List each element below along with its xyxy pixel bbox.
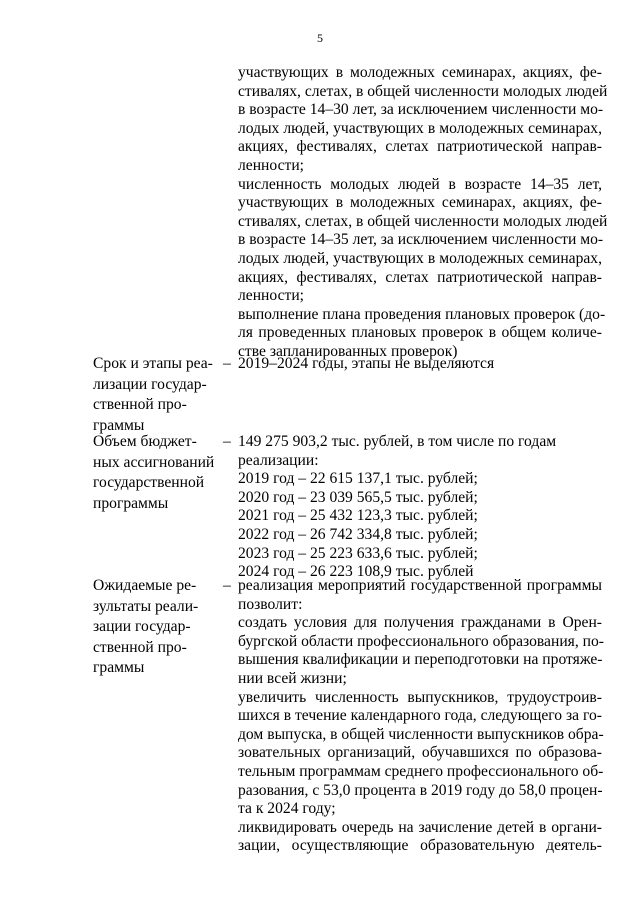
row-value-line: тельным программам среднего профессионального об- bbox=[238, 763, 604, 780]
row-label-line: зации государ- bbox=[93, 618, 191, 635]
row-value-line: разования, с 53,0 процента в 2019 году до 58,0 процен- bbox=[238, 781, 603, 799]
continuation-line: ля проведенных плановых проверок в общем количе- bbox=[238, 324, 602, 342]
row-value-line: вышения квалификации и переподготовки на протяже- bbox=[238, 651, 603, 669]
row-dash: – bbox=[223, 433, 231, 450]
row-value-line: 2019–2024 годы, этапы не выделяются bbox=[238, 355, 495, 372]
row-value-line: та к 2024 году; bbox=[238, 800, 336, 818]
continuation-line: стве запланированных проверок) bbox=[238, 343, 458, 360]
continuation-line: акциях, фестивалях, слетах патриотической направ- bbox=[238, 138, 602, 156]
row-label-line: граммы bbox=[93, 416, 145, 434]
row-value-line: 2020 год – 23 039 565,5 тыс. рублей; bbox=[238, 488, 478, 506]
continuation-line: выполнение плана проведения плановых проверок (до- bbox=[238, 305, 606, 323]
row-value-line: реализации: bbox=[238, 451, 319, 469]
row-value-line: нии всей жизни; bbox=[238, 670, 347, 687]
continuation-line: участвующих в молодежных семинарах, акциях, фе- bbox=[238, 64, 602, 81]
continuation-line: участвующих в молодежных семинарах, акциях, фе- bbox=[238, 194, 602, 212]
row-value-line: увеличить численность выпускников, трудоустроив- bbox=[238, 688, 602, 706]
row-label-line: ственной про- bbox=[93, 638, 187, 656]
row-label-line: государственной bbox=[93, 474, 205, 491]
row-value-line: позволит: bbox=[238, 595, 303, 613]
row-label-line: ственной про- bbox=[93, 396, 187, 413]
row-value-line: ликвидировать очередь на зачисление детей в органи- bbox=[238, 818, 602, 836]
continuation-line: ленности; bbox=[238, 287, 304, 305]
row-value-line: 2024 год – 26 223 108,9 тыс. рублей bbox=[238, 563, 474, 581]
page-number: 5 bbox=[317, 31, 323, 45]
row-value-line: зации, осуществляющие образовательную деятель- bbox=[238, 837, 602, 855]
row-dash: – bbox=[223, 355, 231, 372]
row-value-line: бургской области профессионального образования, по- bbox=[238, 632, 604, 650]
row-label-line: лизации государ- bbox=[93, 375, 207, 393]
row-value-line: дом выпуска, в общей численности выпускников обра- bbox=[238, 725, 604, 743]
continuation-line: ленности; bbox=[238, 157, 304, 174]
row-value-line: зовательных организаций, обучавшихся по образова- bbox=[238, 744, 602, 762]
row-label-line: Объем бюджет- bbox=[93, 433, 197, 450]
row-value-line: 2023 год – 25 223 633,6 тыс. рублей; bbox=[238, 544, 478, 562]
row-label-line: программы bbox=[93, 494, 169, 512]
row-value-line: 149 275 903,2 тыс. рублей, в том числе по годам bbox=[238, 433, 557, 450]
continuation-line: лодых людей, участвующих в молодежных семинарах, bbox=[238, 119, 602, 137]
row-dash: – bbox=[223, 577, 231, 594]
continuation-line: лодых людей, участвующих в молодежных семинарах, bbox=[238, 250, 602, 267]
row-value-line: шихся в течение календарного года, следующего за го- bbox=[238, 707, 602, 725]
row-value-line: 2019 год – 22 615 137,1 тыс. рублей; bbox=[238, 470, 478, 488]
continuation-line: стивалях, слетах, в общей численности молодых людей bbox=[238, 82, 608, 100]
row-value-line: 2021 год – 25 432 123,3 тыс. рублей; bbox=[238, 507, 478, 525]
row-value-line: создать условия для получения гражданами в Орен- bbox=[238, 614, 602, 632]
row-value-line: реализация мероприятий государственной программы bbox=[238, 577, 602, 594]
continuation-line: в возрасте 14–30 лет, за исключением численности мо- bbox=[238, 101, 604, 119]
continuation-line: численность молодых людей в возрасте 14–35 лет, bbox=[238, 175, 602, 193]
row-label-line: Срок и этапы реа- bbox=[93, 355, 213, 372]
continuation-line: акциях, фестивалях, слетах патриотической направ- bbox=[238, 268, 602, 286]
row-label-line: Ожидаемые ре- bbox=[93, 577, 197, 594]
continuation-line: стивалях, слетах, в общей численности молодых людей bbox=[238, 212, 608, 230]
continuation-line: в возрасте 14–35 лет, за исключением численности мо- bbox=[238, 231, 604, 249]
row-label-line: граммы bbox=[93, 659, 145, 676]
row-label-line: зультаты реали- bbox=[93, 597, 199, 615]
row-label-line: ных ассигнований bbox=[93, 453, 215, 471]
row-value-line: 2022 год – 26 742 334,8 тыс. рублей; bbox=[238, 526, 478, 543]
